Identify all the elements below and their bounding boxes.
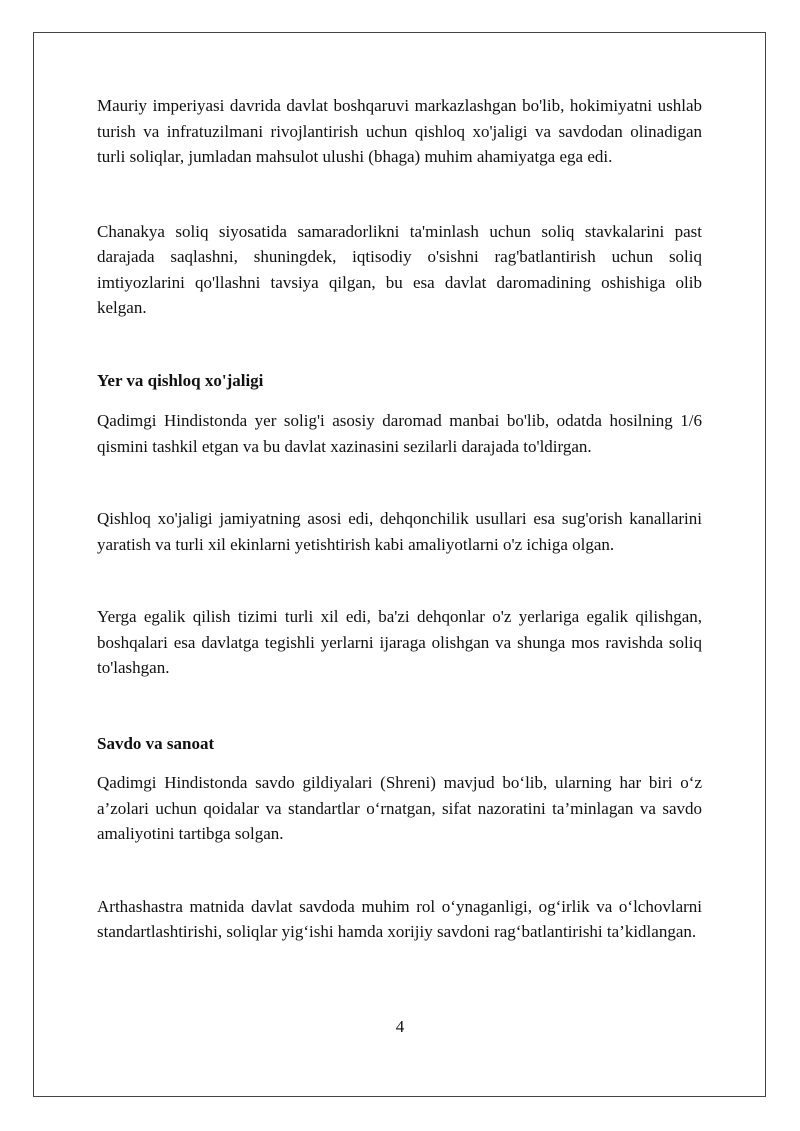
section-heading-trade-industry: Savdo va sanoat bbox=[97, 733, 215, 753]
paragraph-agriculture: Qishloq xo'jaligi jamiyatning asosi edi, dehqonchilik usullari esa sug'orish kanallarini yaratish va turli xil ekinlarni yetishtirish kabi amaliyotlarni o'z ichiga olgan. bbox=[97, 509, 702, 554]
paragraph-land-tax: Qadimgi Hindistonda yer solig'i asosiy daromad manbai bo'lib, odatda hosilning 1/6 qismini tashkil etgan va bu davlat xazinasini sezilarli darajada to'ldirgan. bbox=[97, 411, 702, 456]
paragraph-trade-guilds: Qadimgi Hindistonda savdo gildiyalari (Shreni) mavjud bo‘lib, ularning har biri o‘z a’zolari uchun qoidalar va standartlar o‘rnatgan, sifat nazoratini ta’minlagan va savdo amaliyotini tartibga solgan. bbox=[97, 773, 702, 843]
page-number: 4 bbox=[395, 1017, 405, 1036]
section-heading-land-agriculture: Yer va qishloq xo'jaligi bbox=[97, 370, 264, 390]
document-body bbox=[97, 93, 702, 945]
paragraph-land-ownership: Yerga egalik qilish tizimi turli xil edi, ba'zi dehqonlar o'z yerlariga egalik qilishgan, boshqalari esa davlatga tegishli yerlarni ijaraga olishgan va shunga mos ravishda soliq to'lashgan. bbox=[97, 607, 702, 677]
paragraph-chanakya-tax-policy: Chanakya soliq siyosatida samaradorlikni ta'minlash uchun soliq stavkalarini past darajada saqlashni, shuningdek, iqtisodiy o'sishni rag'batlantirish uchun soliq imtiyozlarini qo'llashni tavsiya qilgan, bu esa davlat daromadining oshishiga olib kelgan. bbox=[97, 221, 702, 317]
paragraph-arthashastra-trade: Arthashastra matnida davlat savdoda muhim rol o‘ynaganligi, og‘irlik va o‘lchovlarni standartlashtirishi, soliqlar yig‘ishi hamda xorijiy savdoni rag‘batlantirishi ta’kidlangan. bbox=[97, 896, 702, 941]
paragraph-mauryan-administration: Mauriy imperiyasi davrida davlat boshqaruvi markazlashgan bo'lib, hokimiyatni ushlab turish va infratuzilmani rivojlantirish uchun qishloq xo'jaligi va savdodan olinadigan turli soliqlar, jumladan mahsulot ulushi (bhaga) muhim ahamiyatga ega edi. bbox=[97, 96, 702, 166]
